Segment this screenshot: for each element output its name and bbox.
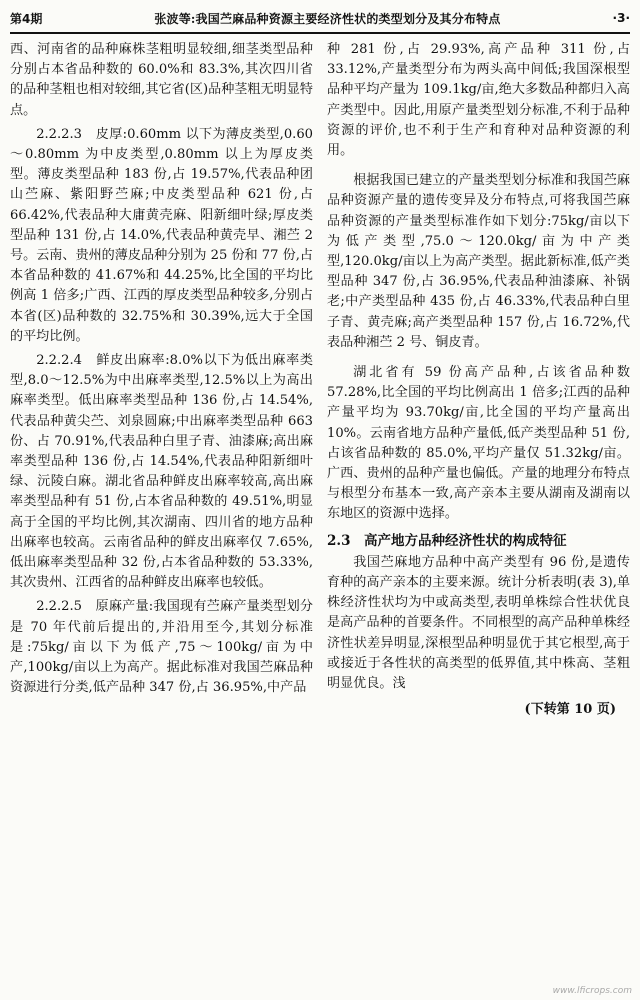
paragraph-raw-fiber-yield: 2.2.2.5 原麻产量:我国现有苎麻产量类型划分是 70 年代前后提出的,并沿用至今,其划分标准是:75kg/亩以下为低产,75～100kg/亩为中产,100kg/亩以上为高产。据此标准对我国苎麻品种资源进行分类,低产品种 347 份,占 36.95%,中产品 — [10, 599, 313, 696]
issue-label: 第4期 — [10, 11, 43, 26]
right-column — [327, 40, 630, 721]
section-heading: 2.3 高产地方品种经济性状的构成特征 — [327, 532, 567, 549]
paragraph: 根据我国已建立的产量类型划分标准和我国苎麻品种资源产量的遗传变异及分布特点,可将我国苎麻品种资源的产量类型标准作如下划分:75kg/亩以下为低产类型,75.0～120.0kg/亩为中产类型,120.0kg/亩以上为高产类型。据此新标准,低产类型品种 347 份,占 36.95%,代表品种油漆麻、补锅老;中产类型品种 435 份,占 46.33%,代表品种白里子青、黄壳麻;高产类型品种 157 份,占 16.72%,代表品种湘苎 2 号、铜皮青。 — [327, 173, 630, 350]
watermark: www.lficrops.com — [552, 986, 632, 996]
paragraph-skin-thickness: 2.2.2.3 皮厚:0.60mm 以下为薄皮类型,0.60～0.80mm 为中皮类型,0.80mm 以上为厚皮类型。薄皮类型品种 183 份,占 19.57%,代表品种团山苎麻、紫阳野苎麻;中皮类型品种 621 份,占 66.42%,代表品种大庸黄壳麻、阳新细叶绿;厚皮类型品种 131 份,占 14.0%,代表品种黄壳早、湘苎 2 号。云南、贵州的薄皮品种分别为 25 份和 77 份,占本省品种数的 41.67%和 44.25%,比全国的平均比例高 1 倍多;广西、江西的厚皮类型品种较多,分别占本省(区)品种数的 32.75%和 30.39%,远大于全国的平均比例。 — [10, 126, 313, 344]
paragraph: 湖北省有 59 份高产品种,占该省品种数 57.28%,比全国的平均比例高出 1 倍多;江西的品种产量平均为 93.70kg/亩,比全国的平均产量高出 10%。云南省地方品种产量低,低产类型品种 51 份,占该省品种数的 85.0%,平均产量仅 51.32kg/亩。广西、贵州的品种产量也偏低。产量的地理分布特点与根型分布基本一致,高产亲本主要从湖南及湖南以东地区的资源中选择。 — [327, 365, 630, 522]
paragraph-fiber-yield-rate: 2.2.2.4 鲜皮出麻率:8.0%以下为低出麻率类型,8.0～12.5%为中出麻率类型,12.5%以上为高出麻率类型。低出麻率类型品种 136 份,占 14.54%,代表品种黄尖苎、刘泉圆麻;中出麻率类型品种 663 份、占 70.91%,代表品种白里子青、油漆麻;高出麻率类型品种 136 份,占 14.54%,代表品种阳新细叶绿、沅陵白麻。湖北省品种鲜皮出麻率较高,高出麻率类型品种有 51 份,占本省品种数的 49.51%,明显高于全国的平均比例,其次湖南、四川省的地方品种出麻率也较高。云南省品种的鲜皮出麻率仅 7.65%,低出麻率类型品种 32 份,占本省品种数的 53.33%,其次贵州、江西省的品种鲜皮出麻率也较低。 — [10, 353, 313, 591]
paragraph: 种 281 份,占 29.93%,高产品种 311 份,占 33.12%,产量类型分布为两头高中间低;我国深根型品种平均产量为 109.1kg/亩,绝大多数品种都归入高产类型中。因此,用原产量类型划分标准,不利于品种资源的评价,也不利于生产和育种对品种资源的利用。 — [327, 42, 630, 159]
continued-note: (下转第 10 页) — [524, 702, 616, 718]
running-title: 张波等:我国苎麻品种资源主要经济性状的类型划分及其分布特点 — [154, 11, 501, 26]
page-header — [10, 6, 630, 34]
two-column-body — [10, 40, 630, 721]
paragraph: 我国苎麻地方品种中高产类型有 96 份,是遗传育种的高产亲本的主要来源。统计分析表明(表 3),单株经济性状均为中或高类型,表明单株综合性状优良是高产品种的首要条件。不同根型的高产品种单株经济性状差异明显,深根型品种明显优于其它根型,高于或接近于各性状的高类型的低界值,其中株高、茎粗明显优良。浅 — [327, 554, 630, 692]
left-column — [10, 40, 313, 721]
page-number: ·3· — [612, 11, 630, 25]
paragraph: 西、河南省的品种麻株茎粗明显较细,细茎类型品种分别占本省品种数的 60.0%和 83.3%,其次四川省的品种茎粗也相对较细,其它省(区)品种茎粗无明显特点。 — [10, 42, 313, 118]
